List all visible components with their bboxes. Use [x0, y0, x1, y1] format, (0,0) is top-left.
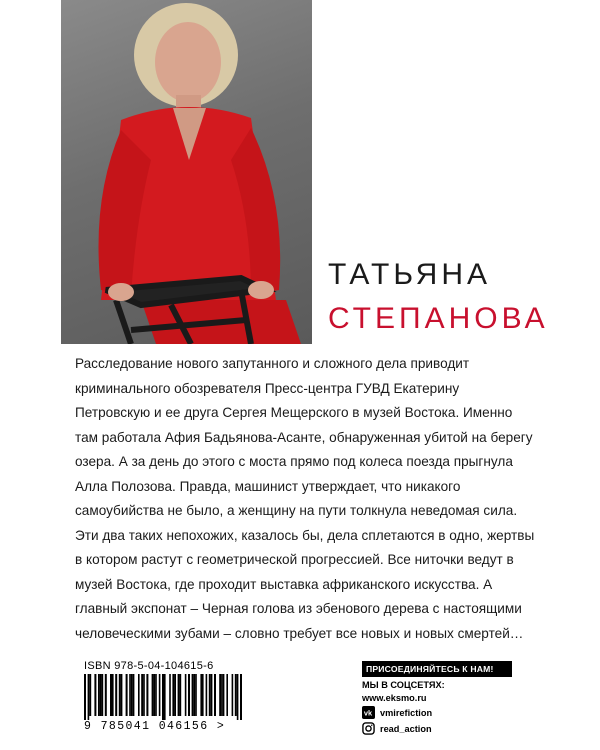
barcode: [84, 674, 264, 720]
instagram-text: read_action: [380, 723, 432, 734]
author-photo: [61, 0, 312, 344]
social-banner: ПРИСОЕДИНЯЙТЕСЬ К НАМ!: [362, 661, 512, 677]
author-last-name: СТЕПАНОВА: [328, 302, 549, 335]
social-subtitle-text: МЫ В СОЦСЕТЯХ:: [362, 680, 445, 690]
vk-link[interactable]: [362, 706, 512, 719]
vk-icon: [362, 706, 375, 719]
isbn-label: ISBN 978-5-04-104615-6: [84, 660, 214, 672]
author-first-name: ТАТЬЯНА: [328, 258, 491, 291]
social-subtitle: [362, 680, 512, 690]
book-description: Расследование нового запутанного и сложного дела приводит криминального обозревателя Пресс-центра ГУВД Екатерину Петровскую и ее друга Сергея Мещерского в музей Востока. Именно там работала Афия Бадьянова-Асанте, обнаруженная убитой на берегу озера. А за день до этого с моста прямо под колеса поезда прыгнула Алла Полозова. Правда, машинист утверждает, что никакого самоубийства не было, а женщину на пути толкнула неведомая сила. Эти два таких непохожих, казалось бы, дела сплетаются в одно, жертвы в котором растут с геометрической прогрессией. Все ниточки ведут в музей Востока, где проходит выставка африканского искусства. А главный экспонат – Черная голова из эбенового дерева с настоящими человеческими зубами – словно требует все новых и новых смертей…: [75, 356, 535, 641]
social-block: [362, 661, 512, 735]
instagram-icon: [362, 722, 375, 735]
instagram-link[interactable]: [362, 722, 512, 735]
website-text: www.eksmo.ru: [362, 693, 427, 703]
vk-text: vmirefiction: [380, 707, 433, 718]
barcode-digits: 9 785041 046156 >: [84, 720, 226, 733]
website-link[interactable]: [362, 693, 512, 703]
svg-text:vk: vk: [363, 708, 373, 718]
author-name: [328, 258, 549, 336]
isbn-block: [84, 660, 274, 740]
